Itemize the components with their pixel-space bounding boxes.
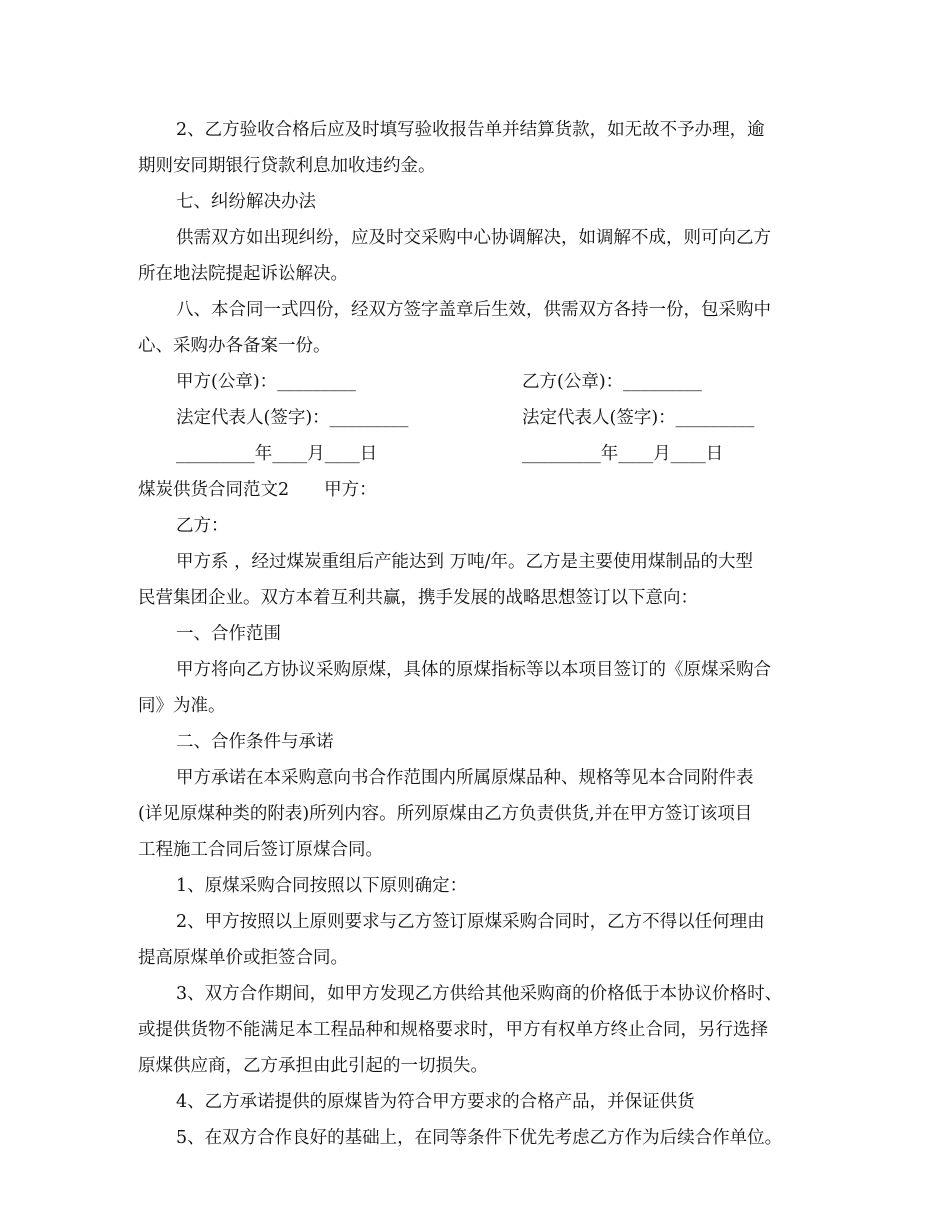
party-b-line: 乙方： bbox=[176, 516, 229, 536]
paragraph-line: 八、本合同一式四份，经双方签字盖章后生效，供需双方各持一份，包采购中 bbox=[176, 300, 771, 320]
list-item: 2、甲方按照以上原则要求与乙方签订原煤采购合同时，乙方不得以任何理由 bbox=[176, 912, 765, 932]
party-b-date: _________年____月____日 bbox=[522, 444, 724, 464]
section-heading: 七、纠纷解决办法 bbox=[176, 192, 316, 212]
paragraph-line: 心、采购办各备案一份。 bbox=[138, 336, 331, 356]
paragraph-line: 甲方承诺在本采购意向书合作范围内所属原煤品种、规格等见本合同附件表 bbox=[176, 768, 754, 788]
paragraph-line: 同》为准。 bbox=[138, 696, 226, 716]
paragraph-line: 期则安同期银行贷款利息加收违约金。 bbox=[138, 156, 436, 176]
paragraph-line: 供需双方如出现纠纷，应及时交采购中心协调解决，如调解不成，则可向乙方 bbox=[176, 228, 771, 248]
paragraph-line: (详见原煤种类的附表)所列内容。所列原煤由乙方负责供货,并在甲方签订该项目 bbox=[138, 804, 753, 824]
party-b-seal: 乙方(公章)：_________ bbox=[522, 372, 702, 392]
party-b-representative: 法定代表人(签字)：_________ bbox=[522, 408, 755, 428]
paragraph-line: 民营集团企业。双方本着互利共赢，携手发展的战略思想签订以下意向： bbox=[138, 588, 698, 608]
paragraph-line: 提高原煤单价或拒签合同。 bbox=[138, 948, 348, 968]
party-a-seal: 甲方(公章)：_________ bbox=[176, 372, 356, 392]
list-item: 1、原煤采购合同按照以下原则确定： bbox=[176, 876, 468, 896]
paragraph-line: 甲方系 ，经过煤炭重组后产能达到 万吨/年。乙方是主要使用煤制品的大型 bbox=[176, 552, 754, 572]
paragraph-line: 2、乙方验收合格后应及时填写验收报告单并结算货款，如无故不予办理，逾 bbox=[176, 120, 765, 140]
party-a-date: _________年____月____日 bbox=[176, 444, 378, 464]
section-heading: 二、合作条件与承诺 bbox=[176, 732, 334, 752]
list-item: 3、双方合作期间，如甲方发现乙方供给其他采购商的价格低于本协议价格时、 bbox=[176, 984, 783, 1004]
paragraph-line: 原煤供应商，乙方承担由此引起的一切损失。 bbox=[138, 1056, 488, 1076]
section-heading: 一、合作范围 bbox=[176, 624, 281, 644]
paragraph-line: 或提供货物不能满足本工程品种和规格要求时，甲方有权单方终止合同，另行选择 bbox=[138, 1020, 768, 1040]
contract-title-line: 煤炭供货合同范文2 甲方： bbox=[138, 480, 377, 500]
paragraph-line: 工程施工合同后签订原煤合同。 bbox=[138, 840, 383, 860]
paragraph-line: 甲方将向乙方协议采购原煤，具体的原煤指标等以本项目签订的《原煤采购合 bbox=[176, 660, 771, 680]
party-a-representative: 法定代表人(签字)：_________ bbox=[176, 408, 409, 428]
list-item: 5、在双方合作良好的基础上，在同等条件下优先考虑乙方作为后续合作单位。 bbox=[176, 1128, 783, 1148]
list-item: 4、乙方承诺提供的原煤皆为符合甲方要求的合格产品，并保证供货 bbox=[176, 1092, 695, 1112]
paragraph-line: 所在地法院提起诉讼解决。 bbox=[138, 264, 348, 284]
